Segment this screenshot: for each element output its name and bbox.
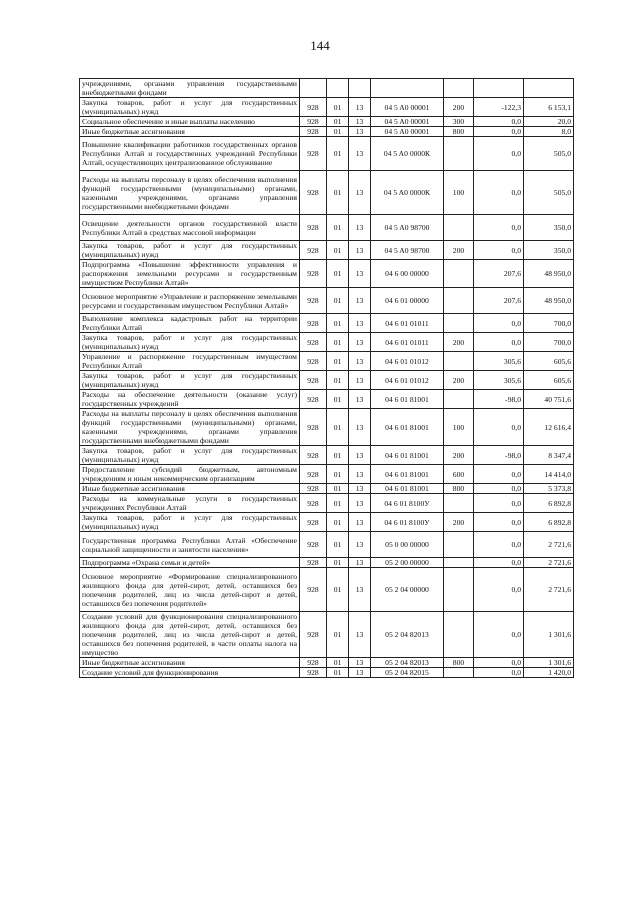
row-name: Государственная программа Республики Алтай «Обеспечение социальной защищенности и занятости населения» — [80, 532, 300, 558]
row-name: Предоставление субсидий бюджетным, автономным учреждениям и иным некоммерческим организациям — [80, 465, 300, 484]
row-target-article: 04 6 00 00000 — [371, 260, 444, 288]
row-section: 01 — [327, 98, 349, 117]
row-expense-type: 300 — [444, 117, 474, 127]
row-subsection: 13 — [349, 446, 371, 465]
row-subsection: 13 — [349, 465, 371, 484]
row-target-article: 04 6 01 01011 — [371, 333, 444, 352]
table-row — [80, 513, 574, 532]
row-change-amount: -122,3 — [474, 98, 524, 117]
row-admin-code: 928 — [300, 568, 327, 612]
row-target-article: 04 6 01 81001 — [371, 484, 444, 494]
row-section: 01 — [327, 484, 349, 494]
row-name: Создание условий для функционирования специализированного жилищного фонда для детей-сирот, детей, оставшихся без попечения родителей, лиц из числа детей-сирот и детей, оставшихся без попечения родителей, в части оплаты налога на имущество — [80, 612, 300, 658]
row-subsection: 13 — [349, 484, 371, 494]
row-change-amount: 305,6 — [474, 352, 524, 371]
table-row — [80, 390, 574, 409]
row-section: 01 — [327, 260, 349, 288]
row-expense-type — [444, 352, 474, 371]
row-change-amount: 0,0 — [474, 513, 524, 532]
row-total-amount: 2 721,6 — [524, 568, 574, 612]
row-section: 01 — [327, 117, 349, 127]
row-subsection: 13 — [349, 558, 371, 568]
row-total-amount: 48 950,0 — [524, 260, 574, 288]
row-name: Закупка товаров, работ и услуг для государственных (муниципальных) нужд — [80, 241, 300, 260]
row-target-article: 04 6 01 8100У — [371, 513, 444, 532]
row-admin-code: 928 — [300, 352, 327, 371]
row-subsection: 13 — [349, 513, 371, 532]
table-row — [80, 668, 574, 678]
row-target-article: 05 2 00 00000 — [371, 558, 444, 568]
row-name: Подпрограмма «Охрана семьи и детей» — [80, 558, 300, 568]
row-admin-code: 928 — [300, 446, 327, 465]
row-expense-type: 200 — [444, 513, 474, 532]
row-total-amount: 6 892,8 — [524, 494, 574, 513]
row-expense-type — [444, 668, 474, 678]
row-expense-type: 800 — [444, 484, 474, 494]
row-total-amount: 700,0 — [524, 333, 574, 352]
row-name: Закупка товаров, работ и услуг для государственных (муниципальных) нужд — [80, 446, 300, 465]
row-target-article: 04 6 01 01011 — [371, 314, 444, 333]
row-expense-type: 200 — [444, 98, 474, 117]
row-total-amount: 12 616,4 — [524, 409, 574, 446]
row-change-amount: 0,0 — [474, 127, 524, 137]
row-admin-code — [300, 79, 327, 98]
row-change-amount: 0,0 — [474, 465, 524, 484]
row-expense-type: 200 — [444, 241, 474, 260]
row-change-amount: 0,0 — [474, 494, 524, 513]
table-row — [80, 371, 574, 390]
table-row — [80, 465, 574, 484]
row-section: 01 — [327, 409, 349, 446]
row-admin-code: 928 — [300, 390, 327, 409]
row-name: Иные бюджетные ассигнования — [80, 484, 300, 494]
row-name: Расходы на выплаты персоналу в целях обеспечения выполнения функций государственными (муниципальными) органами, казенными учреждениями, органами управления государственными внебюджетными фондами — [80, 409, 300, 446]
row-name: Подпрограмма «Повышение эффективности управления и распоряжения земельными ресурсами и государственным имуществом Республики Алтай» — [80, 260, 300, 288]
row-admin-code: 928 — [300, 260, 327, 288]
row-name: Закупка товаров, работ и услуг для государственных (муниципальных) нужд — [80, 98, 300, 117]
row-subsection: 13 — [349, 409, 371, 446]
row-subsection: 13 — [349, 532, 371, 558]
row-subsection: 13 — [349, 612, 371, 658]
row-expense-type — [444, 558, 474, 568]
row-name: Основное мероприятие «Формирование специализированного жилищного фонда для детей-сирот, детей, оставшихся без попечения родителей, лиц из числа детей-сирот и детей, оставшихся без попечения родителей» — [80, 568, 300, 612]
row-change-amount: 0,0 — [474, 668, 524, 678]
row-section: 01 — [327, 241, 349, 260]
row-change-amount: 0,0 — [474, 568, 524, 612]
row-admin-code: 928 — [300, 314, 327, 333]
row-subsection: 13 — [349, 117, 371, 127]
row-total-amount: 20,0 — [524, 117, 574, 127]
row-change-amount: 305,6 — [474, 371, 524, 390]
table-row — [80, 171, 574, 215]
row-section: 01 — [327, 288, 349, 314]
row-change-amount: 0,0 — [474, 612, 524, 658]
row-name: Управление и распоряжение государственным имуществом Республики Алтай — [80, 352, 300, 371]
row-admin-code: 928 — [300, 98, 327, 117]
row-expense-type: 600 — [444, 465, 474, 484]
row-name: Расходы на обеспечение деятельности (оказание услуг) государственных учреждений — [80, 390, 300, 409]
table-row — [80, 241, 574, 260]
table-row — [80, 568, 574, 612]
row-total-amount: 8 347,4 — [524, 446, 574, 465]
row-section: 01 — [327, 137, 349, 171]
row-change-amount: 0,0 — [474, 314, 524, 333]
row-expense-type: 200 — [444, 333, 474, 352]
row-admin-code: 928 — [300, 409, 327, 446]
row-expense-type — [444, 215, 474, 241]
row-change-amount: 207,6 — [474, 260, 524, 288]
row-total-amount: 350,0 — [524, 215, 574, 241]
row-target-article: 04 6 01 81001 — [371, 390, 444, 409]
row-change-amount — [474, 79, 524, 98]
table-row — [80, 288, 574, 314]
row-change-amount: 0,0 — [474, 484, 524, 494]
row-change-amount: 0,0 — [474, 241, 524, 260]
row-admin-code: 928 — [300, 371, 327, 390]
row-admin-code: 928 — [300, 137, 327, 171]
row-target-article: 05 0 00 00000 — [371, 532, 444, 558]
row-admin-code: 928 — [300, 241, 327, 260]
table-row — [80, 558, 574, 568]
row-change-amount: 207,6 — [474, 288, 524, 314]
table-row — [80, 446, 574, 465]
row-subsection: 13 — [349, 390, 371, 409]
row-section: 01 — [327, 171, 349, 215]
row-subsection: 13 — [349, 137, 371, 171]
row-expense-type — [444, 260, 474, 288]
row-section: 01 — [327, 494, 349, 513]
row-total-amount: 605,6 — [524, 371, 574, 390]
row-total-amount: 2 721,6 — [524, 558, 574, 568]
row-name: Повышение квалификации работников государственных органов Республики Алтай и государственных учреждений Республики Алтай, осуществляющих централизованное обслуживание — [80, 137, 300, 171]
row-subsection: 13 — [349, 215, 371, 241]
row-target-article: 05 2 04 82013 — [371, 658, 444, 668]
row-total-amount — [524, 79, 574, 98]
row-expense-type: 200 — [444, 371, 474, 390]
row-target-article: 05 2 04 82013 — [371, 612, 444, 658]
row-total-amount: 40 751,6 — [524, 390, 574, 409]
row-subsection: 13 — [349, 171, 371, 215]
table-row — [80, 314, 574, 333]
row-target-article: 04 5 A0 98700 — [371, 215, 444, 241]
row-admin-code: 928 — [300, 484, 327, 494]
row-total-amount: 505,0 — [524, 171, 574, 215]
row-expense-type — [444, 137, 474, 171]
row-change-amount: 0,0 — [474, 171, 524, 215]
row-section: 01 — [327, 465, 349, 484]
row-admin-code: 928 — [300, 333, 327, 352]
table-row — [80, 494, 574, 513]
table-row — [80, 352, 574, 371]
row-expense-type — [444, 494, 474, 513]
row-section: 01 — [327, 532, 349, 558]
row-subsection: 13 — [349, 371, 371, 390]
table-row — [80, 612, 574, 658]
row-subsection: 13 — [349, 658, 371, 668]
row-subsection: 13 — [349, 241, 371, 260]
row-admin-code: 928 — [300, 658, 327, 668]
row-section: 01 — [327, 658, 349, 668]
row-name: Иные бюджетные ассигнования — [80, 658, 300, 668]
budget-table — [79, 78, 574, 678]
row-change-amount: 0,0 — [474, 215, 524, 241]
row-subsection: 13 — [349, 494, 371, 513]
row-admin-code: 928 — [300, 668, 327, 678]
row-target-article: 05 2 04 00000 — [371, 568, 444, 612]
row-admin-code: 928 — [300, 558, 327, 568]
row-expense-type: 800 — [444, 658, 474, 668]
row-total-amount: 48 950,0 — [524, 288, 574, 314]
page-number: 144 — [310, 38, 330, 53]
row-name: Социальное обеспечение и иные выплаты населению — [80, 117, 300, 127]
row-total-amount: 2 721,6 — [524, 532, 574, 558]
row-subsection: 13 — [349, 288, 371, 314]
row-name: Иные бюджетные ассигнования — [80, 127, 300, 137]
row-total-amount: 14 414,0 — [524, 465, 574, 484]
row-expense-type — [444, 390, 474, 409]
row-admin-code: 928 — [300, 532, 327, 558]
table-row — [80, 532, 574, 558]
row-target-article: 05 2 04 82015 — [371, 668, 444, 678]
table-row — [80, 127, 574, 137]
row-name: Освещение деятельности органов государственной власти Республики Алтай в средствах массовой информации — [80, 215, 300, 241]
row-target-article: 04 5 A0 00001 — [371, 127, 444, 137]
row-expense-type: 100 — [444, 409, 474, 446]
row-target-article: 04 6 01 01012 — [371, 352, 444, 371]
row-total-amount: 1 301,6 — [524, 612, 574, 658]
table-row — [80, 658, 574, 668]
row-admin-code: 928 — [300, 171, 327, 215]
table-row — [80, 215, 574, 241]
row-subsection: 13 — [349, 260, 371, 288]
row-change-amount: 0,0 — [474, 137, 524, 171]
row-section: 01 — [327, 668, 349, 678]
row-subsection: 13 — [349, 333, 371, 352]
row-total-amount: 1 301,6 — [524, 658, 574, 668]
row-subsection: 13 — [349, 668, 371, 678]
row-section: 01 — [327, 390, 349, 409]
row-admin-code: 928 — [300, 117, 327, 127]
row-name: Закупка товаров, работ и услуг для государственных (муниципальных) нужд — [80, 513, 300, 532]
row-name: учреждениями, органами управления государственными внебюджетными фондами — [80, 79, 300, 98]
row-expense-type: 800 — [444, 127, 474, 137]
row-total-amount: 350,0 — [524, 241, 574, 260]
row-name: Расходы на выплаты персоналу в целях обеспечения выполнения функций государственными (муниципальными) органами, казенными учреждениями, органами управления государственными внебюджетными фондами — [80, 171, 300, 215]
row-section: 01 — [327, 446, 349, 465]
row-total-amount: 505,0 — [524, 137, 574, 171]
table-row — [80, 79, 574, 98]
row-change-amount: 0,0 — [474, 333, 524, 352]
row-target-article: 04 6 01 81001 — [371, 465, 444, 484]
row-name: Закупка товаров, работ и услуг для государственных (муниципальных) нужд — [80, 333, 300, 352]
row-section: 01 — [327, 371, 349, 390]
table-row — [80, 484, 574, 494]
row-total-amount: 6 153,1 — [524, 98, 574, 117]
row-subsection: 13 — [349, 314, 371, 333]
row-target-article: 04 6 01 8100У — [371, 494, 444, 513]
row-section: 01 — [327, 333, 349, 352]
row-admin-code: 928 — [300, 215, 327, 241]
row-admin-code: 928 — [300, 513, 327, 532]
row-expense-type: 200 — [444, 446, 474, 465]
row-subsection: 13 — [349, 98, 371, 117]
row-admin-code: 928 — [300, 612, 327, 658]
row-admin-code: 928 — [300, 465, 327, 484]
row-target-article: 04 5 A0 00001 — [371, 98, 444, 117]
row-subsection: 13 — [349, 568, 371, 612]
table-row — [80, 137, 574, 171]
row-admin-code: 928 — [300, 494, 327, 513]
row-target-article — [371, 79, 444, 98]
row-subsection: 13 — [349, 127, 371, 137]
row-target-article: 04 6 01 00000 — [371, 288, 444, 314]
row-change-amount: 0,0 — [474, 532, 524, 558]
row-change-amount: -98,0 — [474, 390, 524, 409]
row-expense-type — [444, 314, 474, 333]
row-name: Создание условий для функционирования — [80, 668, 300, 678]
row-name: Основное мероприятие «Управление и распоряжение земельными ресурсами и государственным имуществом Республики Алтай» — [80, 288, 300, 314]
row-target-article: 04 5 A0 00001 — [371, 117, 444, 127]
row-name: Выполнение комплекса кадастровых работ на территории Республики Алтай — [80, 314, 300, 333]
row-total-amount: 6 892,8 — [524, 513, 574, 532]
row-expense-type — [444, 79, 474, 98]
table-row — [80, 98, 574, 117]
row-target-article: 04 6 01 01012 — [371, 371, 444, 390]
row-name: Расходы на коммунальные услуги в государственных учреждениях Республики Алтай — [80, 494, 300, 513]
row-admin-code: 928 — [300, 127, 327, 137]
row-expense-type — [444, 612, 474, 658]
row-target-article: 04 5 A0 0000К — [371, 137, 444, 171]
row-target-article: 04 6 01 81001 — [371, 409, 444, 446]
table-row — [80, 117, 574, 127]
row-total-amount: 5 373,8 — [524, 484, 574, 494]
row-section: 01 — [327, 352, 349, 371]
row-subsection: 13 — [349, 352, 371, 371]
row-total-amount: 1 420,0 — [524, 668, 574, 678]
row-target-article: 04 5 A0 0000К — [371, 171, 444, 215]
row-expense-type — [444, 532, 474, 558]
row-expense-type: 100 — [444, 171, 474, 215]
row-total-amount: 700,0 — [524, 314, 574, 333]
row-change-amount: -98,0 — [474, 446, 524, 465]
row-target-article: 04 6 01 81001 — [371, 446, 444, 465]
row-section: 01 — [327, 314, 349, 333]
row-section: 01 — [327, 568, 349, 612]
row-change-amount: 0,0 — [474, 658, 524, 668]
row-section: 01 — [327, 127, 349, 137]
table-row — [80, 260, 574, 288]
row-name: Закупка товаров, работ и услуг для государственных (муниципальных) нужд — [80, 371, 300, 390]
row-section — [327, 79, 349, 98]
table-row — [80, 409, 574, 446]
row-change-amount: 0,0 — [474, 409, 524, 446]
row-expense-type — [444, 288, 474, 314]
row-total-amount: 605,6 — [524, 352, 574, 371]
table-row — [80, 333, 574, 352]
row-admin-code: 928 — [300, 288, 327, 314]
row-section: 01 — [327, 558, 349, 568]
row-change-amount: 0,0 — [474, 117, 524, 127]
row-section: 01 — [327, 215, 349, 241]
row-section: 01 — [327, 513, 349, 532]
row-total-amount: 8,0 — [524, 127, 574, 137]
row-target-article: 04 5 A0 98700 — [371, 241, 444, 260]
row-subsection — [349, 79, 371, 98]
row-section: 01 — [327, 612, 349, 658]
row-expense-type — [444, 568, 474, 612]
row-change-amount: 0,0 — [474, 558, 524, 568]
